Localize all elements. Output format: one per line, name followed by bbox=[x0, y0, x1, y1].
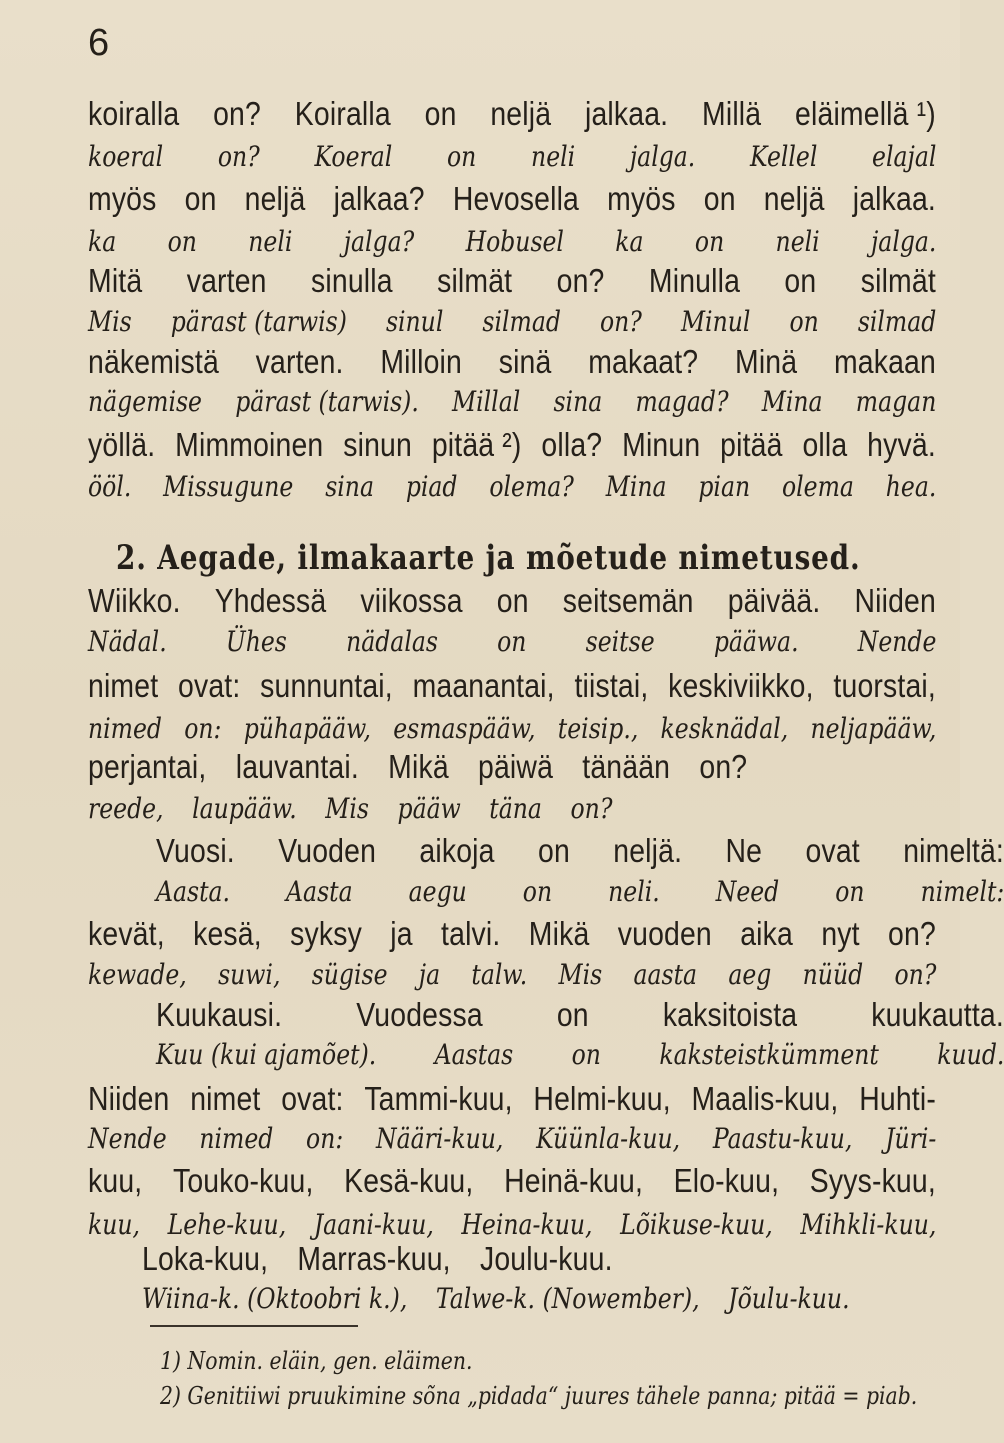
word: silmät bbox=[437, 262, 513, 299]
word: on? bbox=[213, 95, 261, 132]
text-line bbox=[88, 343, 936, 381]
word: Mis bbox=[88, 305, 132, 338]
word: kevät, bbox=[88, 915, 165, 952]
word: Loka-kuu, bbox=[142, 1240, 269, 1277]
text-line bbox=[88, 625, 936, 658]
word: Kellel bbox=[749, 140, 818, 173]
word: Talwe-k. (Nowember), bbox=[435, 1282, 700, 1315]
word: myös bbox=[88, 180, 157, 217]
text-line bbox=[88, 95, 936, 133]
word: on bbox=[497, 625, 527, 658]
word: ja bbox=[418, 958, 441, 991]
word: neljä. bbox=[613, 832, 683, 869]
word: Need bbox=[715, 875, 780, 908]
word: piad bbox=[405, 470, 458, 503]
word: yöllä. bbox=[88, 426, 156, 463]
word: Heinä-kuu, bbox=[504, 1162, 644, 1199]
word: nimet bbox=[190, 1080, 261, 1117]
word: on bbox=[496, 582, 529, 619]
word: jalga? bbox=[343, 225, 415, 258]
word: syksy bbox=[290, 915, 362, 952]
word: neljä bbox=[244, 180, 306, 217]
word: Minun bbox=[622, 426, 701, 463]
word: jalkaa. bbox=[852, 180, 936, 217]
word: ja bbox=[390, 915, 413, 952]
word: perjantai, bbox=[88, 748, 207, 785]
word: ovat bbox=[805, 832, 860, 869]
word: olla? bbox=[541, 426, 603, 463]
word: Ühes bbox=[225, 625, 287, 658]
word: on bbox=[537, 832, 570, 869]
word: sinul bbox=[385, 305, 444, 338]
word: Mitä bbox=[88, 262, 143, 299]
word: seitse bbox=[585, 625, 655, 658]
word: kaksitoista bbox=[662, 996, 798, 1033]
word: koeral bbox=[88, 140, 164, 173]
word: on bbox=[167, 225, 197, 258]
word: pian bbox=[698, 470, 751, 503]
word: kewade, bbox=[88, 958, 187, 991]
word: Mis bbox=[325, 792, 369, 825]
word: esmaspääw, bbox=[393, 712, 536, 745]
word: Niiden bbox=[88, 1080, 170, 1117]
word: makaan bbox=[833, 343, 936, 380]
footnote-rule bbox=[150, 1325, 358, 1327]
word: talvi. bbox=[441, 915, 501, 952]
word: sügise bbox=[311, 958, 388, 991]
word: on bbox=[694, 225, 725, 258]
word: maanantai, bbox=[412, 667, 555, 704]
word: on bbox=[556, 996, 589, 1033]
word: silmad bbox=[857, 305, 937, 338]
word: pääwa. bbox=[713, 625, 799, 658]
word: hea. bbox=[885, 470, 937, 503]
word: ka bbox=[88, 225, 117, 258]
word: on bbox=[522, 875, 553, 908]
word: pärast (tarwis) bbox=[170, 305, 347, 338]
section-heading: 2. Aegade, ilmakaarte ja mõetude nimetused. bbox=[116, 538, 861, 578]
word: Jüri- bbox=[885, 1122, 937, 1155]
word: neljapääw, bbox=[810, 712, 937, 745]
word: Yhdessä bbox=[214, 582, 327, 619]
word: Koiralla bbox=[294, 95, 391, 132]
text-line bbox=[88, 1162, 936, 1200]
word: Wiikko. bbox=[88, 582, 181, 619]
text-line bbox=[88, 225, 936, 258]
word: Mihkli-kuu, bbox=[800, 1208, 937, 1241]
word: jalkaa. bbox=[584, 95, 669, 132]
word: jalga. bbox=[629, 140, 696, 173]
text-line bbox=[88, 582, 936, 620]
word: on? bbox=[570, 792, 613, 825]
word: on? bbox=[217, 140, 260, 173]
word: kesä, bbox=[193, 915, 262, 952]
word: Joulu-kuu. bbox=[479, 1240, 613, 1277]
word: keskiviikko, bbox=[668, 667, 814, 704]
word: päiwä bbox=[478, 748, 554, 785]
word: tuorstai, bbox=[833, 667, 936, 704]
word: Minulla bbox=[648, 262, 741, 299]
word: Helmi-kuu, bbox=[533, 1080, 671, 1117]
word: Mina bbox=[605, 470, 667, 503]
word: sinun bbox=[343, 426, 412, 463]
word: täna bbox=[489, 792, 542, 825]
text-line bbox=[156, 832, 1004, 870]
word: jalga. bbox=[870, 225, 937, 258]
word: näkemistä bbox=[88, 343, 219, 380]
word: on bbox=[571, 1038, 601, 1071]
word: Hobusel bbox=[465, 225, 564, 258]
word: on? bbox=[556, 262, 605, 299]
page-number: 6 bbox=[88, 22, 110, 64]
text-line bbox=[88, 140, 936, 173]
word: magad? bbox=[635, 385, 729, 418]
text-line bbox=[88, 915, 936, 953]
word: pitää ²) bbox=[431, 426, 522, 463]
word: koiralla bbox=[88, 95, 180, 132]
word: magan bbox=[855, 385, 937, 418]
word: pühapääw, bbox=[243, 712, 371, 745]
word: Aasta. bbox=[156, 875, 231, 908]
word: Vuoden bbox=[278, 832, 377, 869]
word: Nääri-kuu, bbox=[376, 1122, 504, 1155]
word: Nädal. bbox=[88, 625, 167, 658]
footnote-1: 1) Nomin. eläin, gen. eläimen. bbox=[160, 1347, 473, 1375]
word: on? bbox=[699, 748, 748, 785]
word: vuoden bbox=[617, 915, 712, 952]
word: Minä bbox=[735, 343, 798, 380]
text-line bbox=[88, 426, 936, 464]
word: Missugune bbox=[163, 470, 294, 503]
text-line bbox=[156, 996, 1004, 1034]
word: makaat? bbox=[588, 343, 699, 380]
word: Wiina-k. (Oktoobri k.), bbox=[142, 1282, 408, 1315]
text-line bbox=[88, 470, 936, 503]
word: Mikä bbox=[388, 748, 449, 785]
word: nyt bbox=[821, 915, 860, 952]
word: Marras-kuu, bbox=[297, 1240, 451, 1277]
word: olema? bbox=[489, 470, 574, 503]
word: ovat: bbox=[281, 1080, 344, 1117]
word: Touko-kuu, bbox=[172, 1162, 314, 1199]
word: on bbox=[835, 875, 865, 908]
word: aikoja bbox=[419, 832, 495, 869]
text-line bbox=[88, 712, 936, 745]
word: olema bbox=[781, 470, 854, 503]
word: Kuukausi. bbox=[156, 996, 283, 1033]
word: on: bbox=[306, 1122, 344, 1155]
word: on bbox=[447, 140, 477, 173]
word: Millal bbox=[452, 385, 521, 418]
word: tiistai, bbox=[574, 667, 649, 704]
text-line bbox=[142, 1240, 990, 1278]
word: on: bbox=[184, 712, 222, 745]
word: Jõulu-kuu. bbox=[728, 1282, 850, 1315]
word: elajal bbox=[872, 140, 937, 173]
word: Koeral bbox=[314, 140, 393, 173]
word: aika bbox=[740, 915, 793, 952]
word: aeg bbox=[728, 958, 772, 991]
word: Milloin bbox=[380, 343, 462, 380]
word: neljä bbox=[490, 95, 552, 132]
word: tänään bbox=[582, 748, 671, 785]
text-line bbox=[156, 1038, 1004, 1071]
word: ka bbox=[615, 225, 644, 258]
word: Millä bbox=[702, 95, 762, 132]
word: nimed bbox=[199, 1122, 274, 1155]
word: neli bbox=[531, 140, 576, 173]
word: Lõikuse-kuu, bbox=[620, 1208, 773, 1241]
word: neli bbox=[248, 225, 293, 258]
text-line bbox=[88, 1122, 936, 1155]
word: Mikä bbox=[528, 915, 590, 952]
word: kesknädal, bbox=[660, 712, 789, 745]
text-line bbox=[156, 875, 1004, 908]
word: on bbox=[703, 180, 736, 217]
word: on bbox=[184, 180, 217, 217]
word: pääw bbox=[397, 792, 461, 825]
word: nimed bbox=[88, 712, 162, 745]
word: pärast (tarwis). bbox=[235, 385, 419, 418]
word: kaksteistkümment bbox=[659, 1038, 879, 1071]
word: nimet bbox=[88, 667, 159, 704]
word: nädalas bbox=[346, 625, 438, 658]
word: Kesä-kuu, bbox=[344, 1162, 474, 1199]
word: kuud. bbox=[937, 1038, 1004, 1071]
word: ööl. bbox=[88, 470, 132, 503]
word: on? bbox=[888, 915, 936, 952]
text-line bbox=[88, 262, 936, 300]
word: aasta bbox=[633, 958, 698, 991]
word: Kuu (kui ajamõet). bbox=[156, 1038, 377, 1071]
word: Mis bbox=[558, 958, 603, 991]
word: Vuosi. bbox=[156, 832, 235, 869]
word: Maalis-kuu, bbox=[691, 1080, 839, 1117]
word: Küünla-kuu, bbox=[536, 1122, 681, 1155]
text-line bbox=[88, 792, 936, 825]
word: pitää bbox=[720, 426, 783, 463]
word: silmät bbox=[860, 262, 936, 299]
word: Tammi-kuu, bbox=[364, 1080, 513, 1117]
word: varten. bbox=[255, 343, 344, 380]
text-line bbox=[88, 958, 936, 991]
word: nägemise bbox=[88, 385, 202, 418]
word: nimelt: bbox=[920, 875, 1004, 908]
word: eläimellä ¹) bbox=[795, 95, 936, 132]
word: laupääw. bbox=[192, 792, 297, 825]
word: neli bbox=[775, 225, 820, 258]
word: lauvantai. bbox=[235, 748, 359, 785]
text-line bbox=[88, 1208, 936, 1241]
word: Mina bbox=[761, 385, 823, 418]
word: Aasta bbox=[286, 875, 353, 908]
word: reede, bbox=[88, 792, 164, 825]
word: on bbox=[784, 262, 817, 299]
word: Jaani-kuu, bbox=[313, 1208, 434, 1241]
text-line bbox=[88, 305, 936, 338]
word: teisip., bbox=[557, 712, 639, 745]
text-line bbox=[88, 1080, 936, 1118]
text-line bbox=[88, 748, 936, 786]
word: sina bbox=[325, 470, 374, 503]
word: Heina-kuu, bbox=[461, 1208, 593, 1241]
word: on? bbox=[599, 305, 642, 338]
word: talw. bbox=[471, 958, 528, 991]
word: neli. bbox=[608, 875, 660, 908]
word: päivää. bbox=[727, 582, 821, 619]
word: nimeltä: bbox=[903, 832, 1004, 869]
word: kuukautta. bbox=[871, 996, 1004, 1033]
word: Nende bbox=[857, 625, 937, 658]
word: seitsemän bbox=[562, 582, 694, 619]
footnote-2: 2) Genitiiwi pruukimine sõna „pidada“ juures tähele panna; pitää = piab. bbox=[160, 1382, 918, 1410]
word: viikossa bbox=[360, 582, 463, 619]
word: Syys-kuu, bbox=[809, 1162, 936, 1199]
word: suwi, bbox=[218, 958, 281, 991]
text-line bbox=[88, 385, 936, 418]
word: Hevosella bbox=[452, 180, 580, 217]
word: varten bbox=[186, 262, 267, 299]
word: Vuodessa bbox=[356, 996, 483, 1033]
word: Lehe-kuu, bbox=[167, 1208, 287, 1241]
word: on bbox=[424, 95, 457, 132]
word: Aastas bbox=[434, 1038, 514, 1071]
word: Mimmoinen bbox=[175, 426, 324, 463]
word: kuu, bbox=[88, 1162, 143, 1199]
word: ovat: bbox=[178, 667, 241, 704]
word: hyvä. bbox=[867, 426, 936, 463]
word: silmad bbox=[482, 305, 561, 338]
word: Minul bbox=[680, 305, 751, 338]
word: Nende bbox=[88, 1122, 167, 1155]
word: sinä bbox=[498, 343, 552, 380]
text-line bbox=[88, 667, 936, 705]
word: sunnuntai, bbox=[260, 667, 393, 704]
word: Huhti- bbox=[859, 1080, 936, 1117]
word: on? bbox=[894, 958, 937, 991]
word: sina bbox=[553, 385, 603, 418]
word: jalkaa? bbox=[333, 180, 425, 217]
text-line bbox=[88, 180, 936, 218]
word: Paastu-kuu, bbox=[712, 1122, 853, 1155]
text-line bbox=[142, 1282, 990, 1315]
word: Niiden bbox=[854, 582, 936, 619]
word: nüüd bbox=[802, 958, 864, 991]
word: neljä bbox=[763, 180, 825, 217]
word: aegu bbox=[408, 875, 467, 908]
word: olla bbox=[802, 426, 848, 463]
word: sinulla bbox=[311, 262, 393, 299]
word: kuu, bbox=[88, 1208, 141, 1241]
word: myös bbox=[607, 180, 676, 217]
word: Ne bbox=[725, 832, 763, 869]
word: on bbox=[789, 305, 819, 338]
word: Elo-kuu, bbox=[673, 1162, 780, 1199]
